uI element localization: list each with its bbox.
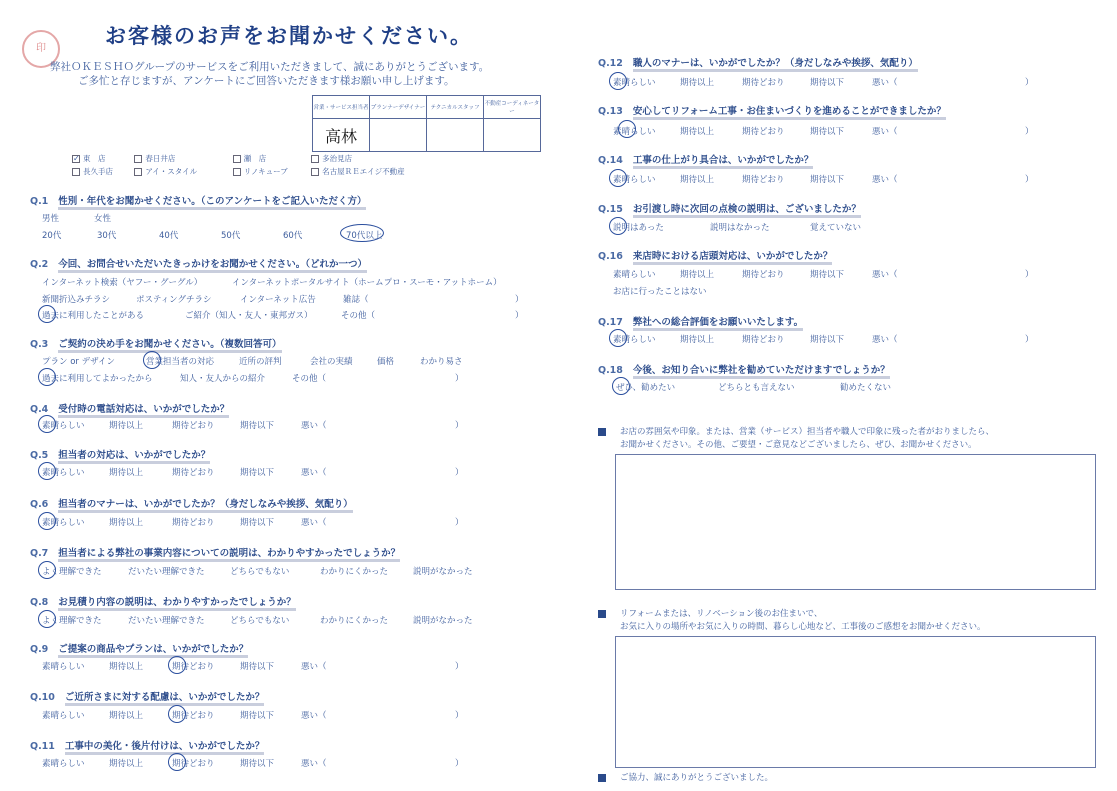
rating-paren-close: ） [455,662,464,672]
rating-below[interactable]: 期待以下 [810,175,845,185]
q3-option[interactable]: 会社の実績 [310,357,353,367]
rating-excellent[interactable]: 素晴らしい [613,78,656,88]
store-checkbox-row-2 [72,166,405,177]
answer-circle-mark [38,368,56,386]
question-q1 [30,193,366,207]
comment-prompt-1b: お聞かせください。その他、ご要望・ご意見などございましたら、ぜひ、お聞かせください。 [620,440,977,450]
intro-line-2: ご多忙と存じますが、アンケートにご回答いただきます様お願い申し上げます。 [78,75,455,87]
rating-bad[interactable]: 悪い（ [301,421,327,431]
rating-below[interactable]: 期待以下 [810,270,845,280]
rating-paren-close: ） [1025,175,1034,185]
question-text: 来店時における店頭対応は、いかがでしたか？ [633,251,833,265]
store-option[interactable] [233,153,309,164]
question-number: Q.18 [598,365,623,376]
rating-as-expected[interactable]: 期待どおり [172,518,215,528]
rating-above[interactable]: 期待以上 [680,270,715,280]
store-label: アイ・スタイル [145,167,198,176]
question-text: 受付時の電話対応は、いかがでしたか？ [58,404,229,418]
question-q5 [30,447,210,461]
answer-circle-mark [609,72,627,90]
question-text: 担当者による弊社の事業内容についての説明は、わかりやすかったでしょうか？ [58,548,400,562]
question-q12 [598,55,918,69]
store-label: 多治見店 [322,154,353,163]
q15-option[interactable]: 説明はなかった [710,223,770,233]
staff-value-planner[interactable] [370,119,427,152]
rating-as-expected[interactable]: 期待どおり [172,759,215,769]
question-number: Q.7 [30,548,49,559]
rating-above[interactable]: 期待以上 [109,711,144,721]
question-q10 [30,689,264,703]
comment-box-1[interactable] [615,454,1096,590]
q3-paren-close: ） [455,374,464,384]
staff-value-technical[interactable] [427,119,484,152]
q2-option[interactable]: ポスティングチラシ [136,295,212,305]
question-text: 工事中の美化・後片付けは、いかがでしたか？ [65,741,265,755]
answer-circle-mark [340,224,384,242]
rating-as-expected[interactable]: 期待どおり [172,662,215,672]
question-number: Q.8 [30,597,49,608]
rating-excellent[interactable]: 素晴らしい [42,759,85,769]
rating-below[interactable]: 期待以下 [240,759,275,769]
square-bullet-icon [598,774,606,782]
store-option[interactable] [311,153,352,164]
answer-circle-mark [609,217,627,235]
rating-below[interactable]: 期待以下 [810,335,845,345]
rating-paren-close: ） [1025,335,1034,345]
rating-as-expected[interactable]: 期待どおり [172,421,215,431]
answer-circle-mark [609,169,627,187]
rating-below[interactable]: 期待以下 [240,518,275,528]
question-text: 工事の仕上がり具合は、いかがでしたか？ [633,155,814,169]
answer-circle-mark [38,610,56,628]
rating-paren-close: ） [455,711,464,721]
q2-option[interactable]: インターネット広告 [240,295,316,305]
rating-above[interactable]: 期待以上 [109,662,144,672]
rating-above[interactable]: 期待以上 [109,518,144,528]
rating-above[interactable]: 期待以上 [680,175,715,185]
q18-option[interactable]: どちらとも言えない [718,383,795,393]
staff-value-realestate[interactable] [484,119,541,152]
rating-paren-close: ） [1025,270,1034,280]
q1-option-male[interactable]: 男性 [42,214,60,224]
question-number: Q.13 [598,106,623,117]
answer-circle-mark [143,351,161,369]
staff-header: プランナーデザイナー [370,96,427,119]
question-q14 [598,152,813,166]
understanding-option[interactable]: わかりにくかった [320,567,389,577]
rating-below[interactable]: 期待以下 [240,711,275,721]
rating-as-expected[interactable]: 期待どおり [742,335,785,345]
question-text: 今回、お問合せいただいたきっかけをお聞かせください。（どれか一つ） [58,259,367,273]
closing-message [598,771,773,783]
survey-title: お客様のお声をお聞かせください。 [105,24,473,48]
question-number: Q.4 [30,404,49,415]
rating-above[interactable]: 期待以上 [680,78,715,88]
comment-prompt-1 [598,425,994,437]
question-q18 [598,362,890,376]
question-number: Q.12 [598,58,623,69]
answer-circle-mark [38,415,56,433]
q2-option[interactable]: 雑誌（ [343,295,369,305]
rating-as-expected[interactable]: 期待どおり [172,711,215,721]
rating-as-expected[interactable]: 期待どおり [742,78,785,88]
comment-box-2[interactable] [615,636,1096,768]
question-q6 [30,496,353,510]
rating-below[interactable]: 期待以下 [810,78,845,88]
question-q3 [30,336,282,350]
closing-text: ご協力、誠にありがとうございました。 [620,773,774,783]
q1-option-female[interactable]: 女性 [94,214,112,224]
question-q17 [598,314,803,328]
question-number: Q.6 [30,499,49,510]
understanding-option[interactable]: どちらでもない [230,616,290,626]
answer-circle-mark [609,329,627,347]
question-q7 [30,545,400,559]
question-q2 [30,256,367,270]
answer-circle-mark [38,512,56,530]
q16-never-visited[interactable]: お店に行ったことはない [613,287,707,297]
staff-header: 不動産コーディネーター [484,96,541,119]
rating-excellent[interactable]: 素晴らしい [613,335,656,345]
answer-circle-mark [38,462,56,480]
answer-circle-mark [38,305,56,323]
checkbox-icon [134,168,142,176]
q15-option[interactable]: 説明はあった [613,223,664,233]
rating-as-expected[interactable]: 期待どおり [742,270,785,280]
q1-option-30s[interactable]: 30代 [97,231,117,241]
question-number: Q.16 [598,251,623,262]
staff-header: テクニカルスタッフ [427,96,484,119]
store-option[interactable] [134,166,230,177]
question-text: 担当者の対応は、いかがでしたか？ [58,450,210,464]
rating-bad[interactable]: 悪い（ [301,662,327,672]
question-text: 安心してリフォーム工事・お住まいづくりを進めることができましたか？ [633,106,946,120]
understanding-option[interactable]: よく理解できた [42,567,102,577]
understanding-option[interactable]: だいたい理解できた [128,616,205,626]
rating-paren-close: ） [1025,78,1034,88]
understanding-option[interactable]: だいたい理解できた [128,567,205,577]
company-seal-stamp: 印 [22,30,60,68]
q1-option-50s[interactable]: 50代 [221,231,241,241]
rating-below[interactable]: 期待以下 [240,468,275,478]
rating-above[interactable]: 期待以上 [109,759,144,769]
store-label: 名古屋ＲＥエイジ不動産 [322,167,405,176]
question-text: 性別・年代をお聞かせください。（このアンケートをご記入いただく方） [58,196,366,210]
store-label: 春日井店 [145,154,176,163]
q3-option[interactable]: 近所の評判 [239,357,282,367]
q3-option[interactable]: 価格 [377,357,395,367]
checkbox-icon [233,168,241,176]
answer-circle-mark [618,120,636,138]
question-number: Q.11 [30,741,55,752]
rating-excellent[interactable]: 素晴らしい [42,518,85,528]
question-number: Q.14 [598,155,623,166]
store-checkbox-row-1 [72,153,352,164]
store-option[interactable] [72,166,132,177]
question-number: Q.10 [30,692,55,703]
staff-table [312,95,541,152]
question-q13 [598,103,946,117]
question-number: Q.9 [30,644,49,655]
rating-paren-close: ） [455,759,464,769]
rating-excellent[interactable]: 素晴らしい [42,468,85,478]
question-text: 今後、お知り合いに弊社を勧めていただけますでしょうか？ [633,365,890,379]
rating-excellent[interactable]: 素晴らしい [42,711,85,721]
rating-excellent[interactable]: 素晴らしい [42,662,85,672]
rating-excellent[interactable]: 素晴らしい [613,175,656,185]
store-label: 東 店 [83,154,106,163]
q1-option-40s[interactable]: 40代 [159,231,179,241]
q2-option[interactable]: インターネットポータルサイト（ホームプロ・スーモ・アットホーム） [232,278,502,288]
comment-prompt-2b: お気に入りの場所やお気に入りの時間、暮らし心地など、工事後のご感想をお聞かせください。 [620,622,986,632]
q3-option[interactable]: プラン or デザイン [42,357,116,367]
q3-option[interactable]: 過去に利用してよかったから [42,374,153,384]
q18-option[interactable]: 勧めたくない [840,383,892,393]
comment-prompt-text: お店の雰囲気や印象。または、営業（サービス）担当者や職人で印象に残った者がおりましたら、 [620,427,995,437]
q1-option-60s[interactable]: 60代 [283,231,303,241]
rating-above[interactable]: 期待以上 [680,127,715,137]
checkbox-checked-icon: ✓ [73,154,80,163]
understanding-option[interactable]: 説明がなかった [413,616,473,626]
intro-line-1: 弊社ＯＫＥＳＨＯグループのサービスをご利用いただきまして、誠にありがとうございます。 [50,61,490,73]
comment-prompt-text: リフォームまたは、リノベーション後のお住まいで、 [620,609,823,619]
rating-bad[interactable]: 悪い（ [301,468,327,478]
q2-option[interactable]: 新聞折込みチラシ [42,295,111,305]
q3-option[interactable]: 営業担当者の対応 [146,357,215,367]
rating-paren-close: ） [455,518,464,528]
rating-bad[interactable]: 悪い（ [872,270,898,280]
store-label: 瀬 店 [243,154,267,163]
store-option[interactable] [311,166,405,177]
checkbox-icon [233,155,241,163]
question-number: Q.17 [598,317,623,328]
question-number: Q.1 [30,196,49,207]
q2-option[interactable]: インターネット検索（ヤフー・グーグル） [42,278,203,288]
comment-prompt-2 [598,607,822,619]
rating-excellent[interactable]: 素晴らしい [613,127,656,137]
rating-bad[interactable]: 悪い（ [301,711,327,721]
understanding-option[interactable]: 説明がなかった [413,567,473,577]
q2-option[interactable]: 過去に利用したことがある [42,311,145,321]
answer-circle-mark [168,656,186,674]
q2-paren-close: ） [515,295,524,305]
rating-excellent[interactable]: 素晴らしい [613,270,656,280]
question-text: ご契約の決め手をお聞かせください。（複数回答可） [58,339,281,353]
understanding-option[interactable]: よく理解できた [42,616,102,626]
checkbox-icon [311,155,319,163]
store-option[interactable] [233,166,309,177]
rating-above[interactable]: 期待以上 [109,421,144,431]
question-text: 弊社への総合評価をお願いいたします。 [633,317,803,331]
rating-paren-close: ） [1025,127,1034,137]
q1-option-70s-plus[interactable]: 70代以上 [346,231,383,241]
rating-bad[interactable]: 悪い（ [872,335,898,345]
q15-option[interactable]: 覚えていない [810,223,862,233]
q3-option[interactable]: その他（ [292,374,327,384]
checkbox-icon [311,168,319,176]
rating-above[interactable]: 期待以上 [680,335,715,345]
checkbox-icon [72,168,80,176]
understanding-option[interactable]: わかりにくかった [320,616,389,626]
question-q9 [30,641,248,655]
rating-below[interactable]: 期待以下 [810,127,845,137]
rating-bad[interactable]: 悪い（ [872,127,898,137]
rating-as-expected[interactable]: 期待どおり [742,175,785,185]
question-text: ご近所さまに対する配慮は、いかがでしたか？ [65,692,265,706]
question-q4 [30,401,229,415]
rating-paren-close: ） [455,468,464,478]
checkbox-icon [134,155,142,163]
staff-header: 営業・サービス担当者 [313,96,370,119]
question-number: Q.5 [30,450,49,461]
q3-option[interactable]: 知人・友人からの紹介 [180,374,266,384]
question-text: ご提案の商品やプランは、いかがでしたか？ [58,644,248,658]
store-label: リノキューブ [243,167,288,176]
square-bullet-icon [598,610,606,618]
answer-circle-mark [168,753,186,771]
square-bullet-icon [598,428,606,436]
rating-as-expected[interactable]: 期待どおり [172,468,215,478]
q2-option[interactable]: ご紹介（知人・友人・東邦ガス） [185,311,313,321]
staff-value-sales[interactable]: 高林 [313,119,370,152]
answer-circle-mark [612,377,630,395]
understanding-option[interactable]: どちらでもない [230,567,290,577]
rating-bad[interactable]: 悪い（ [301,518,327,528]
q1-option-20s[interactable]: 20代 [42,231,62,241]
rating-below[interactable]: 期待以下 [240,662,275,672]
store-option[interactable] [134,153,230,164]
rating-above[interactable]: 期待以上 [109,468,144,478]
rating-excellent[interactable]: 素晴らしい [42,421,85,431]
rating-bad[interactable]: 悪い（ [301,759,327,769]
question-q11 [30,738,264,752]
question-number: Q.15 [598,204,623,215]
rating-bad[interactable]: 悪い（ [872,175,898,185]
store-option[interactable] [72,153,132,164]
answer-circle-mark [168,705,186,723]
store-label: 長久手店 [83,167,113,176]
question-number: Q.3 [30,339,49,350]
q3-option[interactable]: わかり易さ [420,357,463,367]
question-text: お見積り内容の説明は、わかりやすかったでしょうか？ [58,597,296,611]
question-number: Q.2 [30,259,49,270]
question-q16 [598,248,832,262]
question-text: 担当者のマナーは、いかがでしたか？（身だしなみや挨拶、気配り） [58,499,353,513]
rating-as-expected[interactable]: 期待どおり [742,127,785,137]
answer-circle-mark [38,561,56,579]
q2-paren-close: ） [515,311,524,321]
question-text: お引渡し時に次回の点検の説明は、ございましたか？ [633,204,861,218]
rating-below[interactable]: 期待以下 [240,421,275,431]
q2-option[interactable]: その他（ [341,311,376,321]
question-q15 [598,201,861,215]
question-q8 [30,594,296,608]
rating-paren-close: ） [455,421,464,431]
question-text: 職人のマナーは、いかがでしたか？（身だしなみや挨拶、気配り） [633,58,918,72]
rating-bad[interactable]: 悪い（ [872,78,898,88]
q18-option[interactable]: ぜひ、勧めたい [616,383,676,393]
